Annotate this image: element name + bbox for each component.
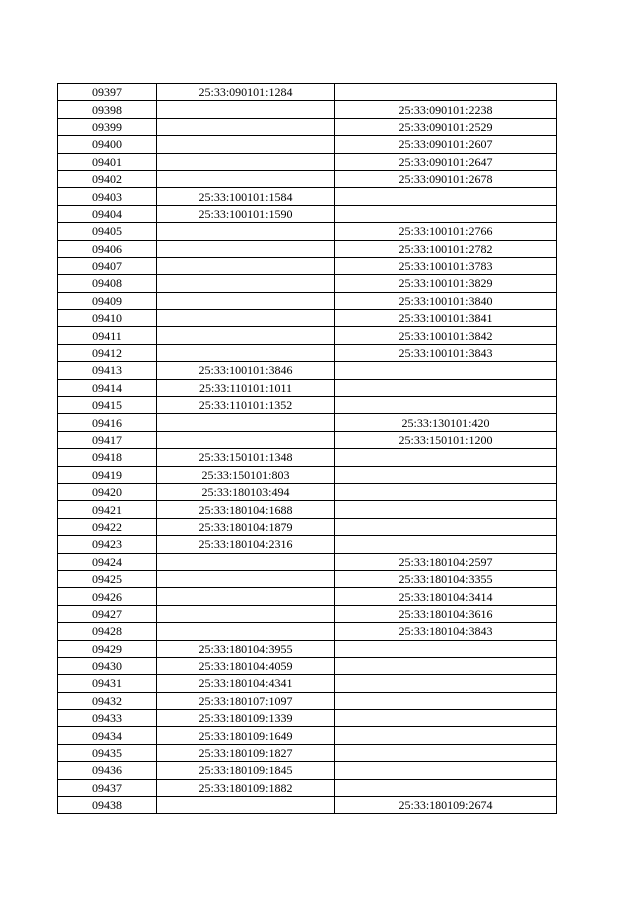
row-number-cell: 09416 — [58, 414, 157, 431]
table-row — [58, 501, 557, 518]
row-number-cell: 09409 — [58, 292, 157, 309]
table-row — [58, 223, 557, 240]
cadastral-number-cell: 25:33:180104:1879 — [157, 518, 335, 535]
row-number-cell: 09401 — [58, 153, 157, 170]
cadastral-number-alt-cell — [335, 779, 557, 796]
cadastral-number-alt-cell — [335, 501, 557, 518]
row-number-cell: 09424 — [58, 553, 157, 570]
table-row — [58, 344, 557, 361]
cadastral-number-alt-cell: 25:33:100101:3783 — [335, 257, 557, 274]
row-number-cell: 09435 — [58, 744, 157, 761]
cadastral-number-alt-cell — [335, 640, 557, 657]
row-number-cell: 09437 — [58, 779, 157, 796]
cadastral-number-alt-cell: 25:33:100101:3840 — [335, 292, 557, 309]
table-row — [58, 431, 557, 448]
cadastral-number-alt-cell: 25:33:090101:2678 — [335, 170, 557, 187]
table-row — [58, 570, 557, 587]
row-number-cell: 09397 — [58, 84, 157, 101]
cadastral-number-cell: 25:33:180104:1688 — [157, 501, 335, 518]
table-row — [58, 414, 557, 431]
table-row — [58, 553, 557, 570]
row-number-cell: 09402 — [58, 170, 157, 187]
table-row — [58, 257, 557, 274]
cadastral-number-alt-cell — [335, 449, 557, 466]
cadastral-number-cell — [157, 605, 335, 622]
cadastral-number-cell — [157, 101, 335, 118]
cadastral-number-alt-cell — [335, 727, 557, 744]
cadastral-table — [57, 83, 557, 814]
table-row — [58, 379, 557, 396]
cadastral-number-cell — [157, 257, 335, 274]
row-number-cell: 09430 — [58, 657, 157, 674]
row-number-cell: 09428 — [58, 623, 157, 640]
cadastral-number-cell — [157, 570, 335, 587]
cadastral-number-alt-cell — [335, 188, 557, 205]
row-number-cell: 09436 — [58, 762, 157, 779]
cadastral-number-cell — [157, 240, 335, 257]
cadastral-number-cell: 25:33:150101:803 — [157, 466, 335, 483]
cadastral-number-alt-cell: 25:33:180104:3616 — [335, 605, 557, 622]
table-row — [58, 605, 557, 622]
table-row — [58, 310, 557, 327]
table-row — [58, 675, 557, 692]
row-number-cell: 09414 — [58, 379, 157, 396]
cadastral-number-alt-cell — [335, 744, 557, 761]
cadastral-number-alt-cell: 25:33:100101:3843 — [335, 344, 557, 361]
row-number-cell: 09403 — [58, 188, 157, 205]
row-number-cell: 09415 — [58, 397, 157, 414]
cadastral-number-cell — [157, 118, 335, 135]
row-number-cell: 09423 — [58, 536, 157, 553]
cadastral-number-cell — [157, 623, 335, 640]
cadastral-number-alt-cell: 25:33:100101:3829 — [335, 275, 557, 292]
row-number-cell: 09432 — [58, 692, 157, 709]
table-row — [58, 170, 557, 187]
row-number-cell: 09417 — [58, 431, 157, 448]
cadastral-number-alt-cell — [335, 692, 557, 709]
cadastral-number-cell: 25:33:180104:4341 — [157, 675, 335, 692]
cadastral-number-cell — [157, 310, 335, 327]
cadastral-number-alt-cell — [335, 466, 557, 483]
cadastral-number-cell — [157, 136, 335, 153]
table-row — [58, 744, 557, 761]
cadastral-number-alt-cell: 25:33:150101:1200 — [335, 431, 557, 448]
cadastral-number-cell — [157, 223, 335, 240]
cadastral-number-alt-cell: 25:33:090101:2529 — [335, 118, 557, 135]
cadastral-number-alt-cell — [335, 483, 557, 500]
cadastral-number-cell: 25:33:100101:3846 — [157, 362, 335, 379]
table-body — [58, 84, 557, 814]
cadastral-number-cell: 25:33:180104:3955 — [157, 640, 335, 657]
cadastral-number-cell: 25:33:110101:1352 — [157, 397, 335, 414]
table-row — [58, 536, 557, 553]
table-row — [58, 327, 557, 344]
cadastral-number-cell: 25:33:180104:4059 — [157, 657, 335, 674]
table-row — [58, 205, 557, 222]
cadastral-number-cell: 25:33:110101:1011 — [157, 379, 335, 396]
cadastral-number-alt-cell — [335, 205, 557, 222]
cadastral-number-alt-cell — [335, 657, 557, 674]
row-number-cell: 09422 — [58, 518, 157, 535]
row-number-cell: 09410 — [58, 310, 157, 327]
cadastral-number-alt-cell: 25:33:090101:2647 — [335, 153, 557, 170]
cadastral-number-cell — [157, 588, 335, 605]
table-row — [58, 518, 557, 535]
table-row — [58, 483, 557, 500]
table-row — [58, 397, 557, 414]
table-row — [58, 275, 557, 292]
row-number-cell: 09411 — [58, 327, 157, 344]
row-number-cell: 09434 — [58, 727, 157, 744]
row-number-cell: 09399 — [58, 118, 157, 135]
cadastral-number-alt-cell: 25:33:180109:2674 — [335, 797, 557, 814]
cadastral-number-alt-cell — [335, 397, 557, 414]
cadastral-number-cell: 25:33:180107:1097 — [157, 692, 335, 709]
row-number-cell: 09433 — [58, 710, 157, 727]
cadastral-number-alt-cell: 25:33:180104:3414 — [335, 588, 557, 605]
cadastral-number-cell: 25:33:180109:1339 — [157, 710, 335, 727]
cadastral-number-alt-cell: 25:33:100101:3841 — [335, 310, 557, 327]
table-row — [58, 623, 557, 640]
row-number-cell: 09419 — [58, 466, 157, 483]
table-row — [58, 101, 557, 118]
cadastral-number-cell — [157, 414, 335, 431]
cadastral-number-cell — [157, 553, 335, 570]
table-row — [58, 362, 557, 379]
row-number-cell: 09405 — [58, 223, 157, 240]
cadastral-number-alt-cell — [335, 536, 557, 553]
cadastral-number-cell — [157, 344, 335, 361]
row-number-cell: 09431 — [58, 675, 157, 692]
row-number-cell: 09413 — [58, 362, 157, 379]
cadastral-number-cell — [157, 292, 335, 309]
cadastral-number-alt-cell: 25:33:090101:2607 — [335, 136, 557, 153]
table-row — [58, 136, 557, 153]
table-row — [58, 692, 557, 709]
row-number-cell: 09418 — [58, 449, 157, 466]
cadastral-number-cell: 25:33:100101:1590 — [157, 205, 335, 222]
cadastral-number-cell — [157, 153, 335, 170]
cadastral-number-cell: 25:33:180109:1845 — [157, 762, 335, 779]
table-row — [58, 84, 557, 101]
cadastral-number-alt-cell: 25:33:180104:3355 — [335, 570, 557, 587]
cadastral-number-alt-cell — [335, 379, 557, 396]
table-row — [58, 797, 557, 814]
table-row — [58, 118, 557, 135]
cadastral-number-cell: 25:33:180103:494 — [157, 483, 335, 500]
table-row — [58, 779, 557, 796]
cadastral-number-alt-cell: 25:33:090101:2238 — [335, 101, 557, 118]
cadastral-number-cell — [157, 431, 335, 448]
table-row — [58, 292, 557, 309]
table-row — [58, 727, 557, 744]
cadastral-number-cell: 25:33:100101:1584 — [157, 188, 335, 205]
cadastral-number-alt-cell — [335, 518, 557, 535]
table-row — [58, 640, 557, 657]
table-row — [58, 466, 557, 483]
row-number-cell: 09400 — [58, 136, 157, 153]
row-number-cell: 09408 — [58, 275, 157, 292]
table-row — [58, 240, 557, 257]
table-row — [58, 153, 557, 170]
cadastral-number-alt-cell: 25:33:100101:2766 — [335, 223, 557, 240]
cadastral-number-alt-cell — [335, 362, 557, 379]
table-row — [58, 188, 557, 205]
row-number-cell: 09412 — [58, 344, 157, 361]
cadastral-number-cell — [157, 797, 335, 814]
cadastral-number-alt-cell: 25:33:130101:420 — [335, 414, 557, 431]
row-number-cell: 09398 — [58, 101, 157, 118]
cadastral-number-alt-cell: 25:33:100101:3842 — [335, 327, 557, 344]
table-row — [58, 710, 557, 727]
row-number-cell: 09429 — [58, 640, 157, 657]
cadastral-number-alt-cell: 25:33:180104:3843 — [335, 623, 557, 640]
row-number-cell: 09425 — [58, 570, 157, 587]
row-number-cell: 09426 — [58, 588, 157, 605]
cadastral-number-cell: 25:33:180109:1827 — [157, 744, 335, 761]
row-number-cell: 09404 — [58, 205, 157, 222]
cadastral-number-cell: 25:33:180109:1882 — [157, 779, 335, 796]
cadastral-number-cell — [157, 275, 335, 292]
cadastral-number-cell: 25:33:090101:1284 — [157, 84, 335, 101]
cadastral-number-alt-cell: 25:33:100101:2782 — [335, 240, 557, 257]
row-number-cell: 09420 — [58, 483, 157, 500]
cadastral-number-alt-cell — [335, 84, 557, 101]
cadastral-number-cell: 25:33:180104:2316 — [157, 536, 335, 553]
cadastral-number-alt-cell — [335, 762, 557, 779]
table-row — [58, 762, 557, 779]
row-number-cell: 09407 — [58, 257, 157, 274]
cadastral-number-cell — [157, 170, 335, 187]
cadastral-number-alt-cell — [335, 675, 557, 692]
row-number-cell: 09421 — [58, 501, 157, 518]
cadastral-number-cell: 25:33:150101:1348 — [157, 449, 335, 466]
row-number-cell: 09406 — [58, 240, 157, 257]
table-row — [58, 449, 557, 466]
cadastral-number-cell — [157, 327, 335, 344]
cadastral-number-cell: 25:33:180109:1649 — [157, 727, 335, 744]
row-number-cell: 09427 — [58, 605, 157, 622]
cadastral-number-alt-cell: 25:33:180104:2597 — [335, 553, 557, 570]
row-number-cell: 09438 — [58, 797, 157, 814]
cadastral-number-alt-cell — [335, 710, 557, 727]
table-row — [58, 588, 557, 605]
table-row — [58, 657, 557, 674]
